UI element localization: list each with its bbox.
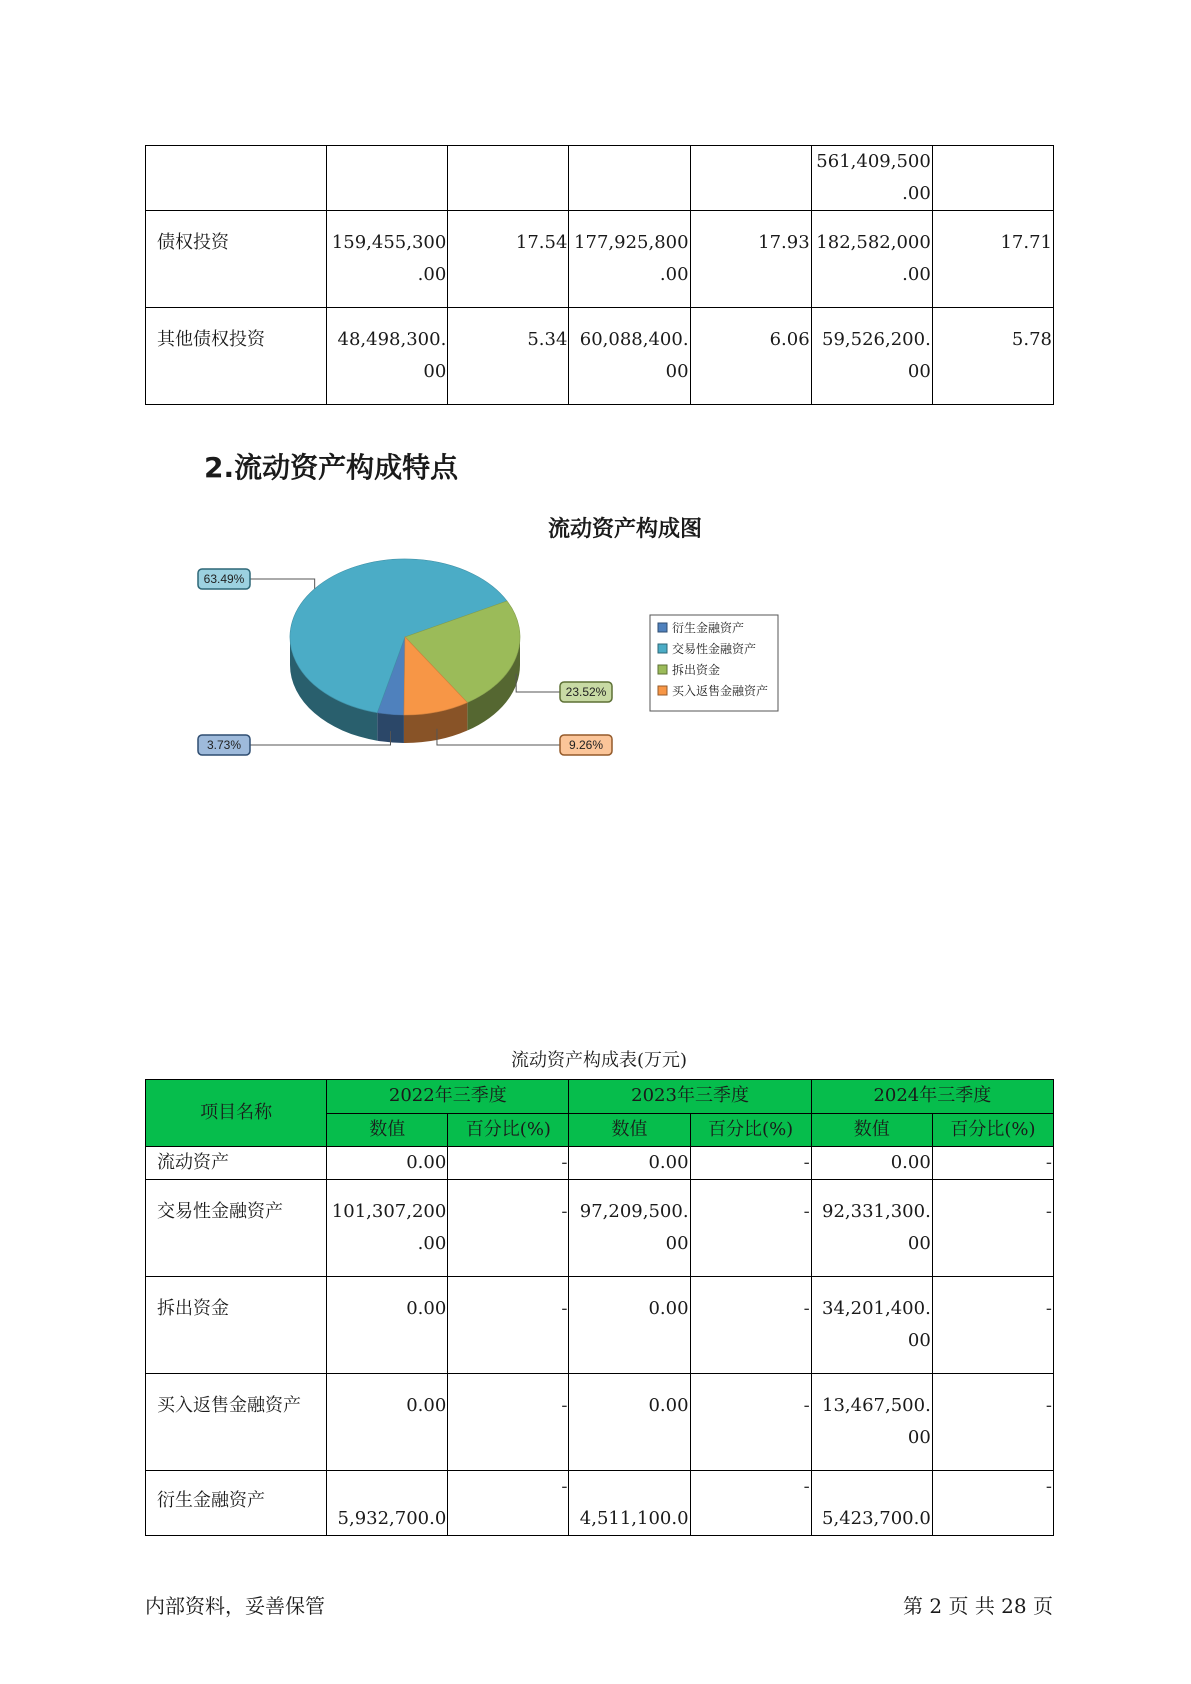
pct-cell [690, 308, 811, 405]
subheader-value: 数值 [811, 1114, 932, 1147]
value-cell [569, 146, 690, 211]
legend-label: 买入返售金融资产 [672, 684, 769, 698]
value-text: 5,932,700.0 [337, 1508, 447, 1529]
value-cell [811, 1147, 932, 1180]
value-text: 561,409,500 .00 [816, 151, 931, 204]
value-text: 159,455,300 .00 [331, 232, 447, 285]
leader-line [516, 674, 560, 692]
section-heading: 2.流动资产构成特点 [204, 451, 459, 484]
value-text: 101,307,200 .00 [331, 1201, 447, 1254]
footer-page-number: 第 2 页 共 28 页 [903, 1594, 1053, 1618]
table-row [146, 1147, 1054, 1180]
value-text: 0.00 [648, 1152, 689, 1173]
table-current-assets [145, 1079, 1054, 1536]
row-label: 衍生金融资产 [157, 1490, 265, 1511]
pct-cell [448, 1180, 569, 1277]
pct-text: - [1045, 1395, 1052, 1416]
value-text: 0.00 [648, 1395, 689, 1416]
table-caption: 流动资产构成表(万元) [510, 1050, 688, 1071]
table-row [146, 1374, 1054, 1471]
row-name-cell [146, 1180, 327, 1277]
table-row [146, 308, 1054, 405]
legend-swatch [658, 644, 667, 653]
pct-cell [690, 1277, 811, 1374]
row-name-cell [146, 1147, 327, 1180]
value-cell [811, 1277, 932, 1374]
value-text: 59,526,200. 00 [822, 329, 931, 382]
row-label: 交易性金融资产 [157, 1201, 283, 1222]
value-cell [327, 1180, 448, 1277]
value-cell [811, 308, 932, 405]
footer-confidential-note: 内部资料，妥善保管 [145, 1594, 325, 1618]
data-label: 3.73% [206, 738, 242, 752]
pct-text: - [803, 1298, 810, 1319]
row-label: 买入返售金融资产 [157, 1395, 301, 1416]
leader-line [250, 579, 315, 589]
chart-legend [650, 615, 778, 711]
value-cell [327, 1374, 448, 1471]
pct-cell [932, 1147, 1053, 1180]
pct-text: - [561, 1298, 568, 1319]
pct-cell [932, 308, 1053, 405]
pct-text: - [803, 1395, 810, 1416]
chart-title: 流动资产构成图 [547, 517, 702, 542]
table-row [146, 1277, 1054, 1374]
header-period: 2024年三季度 [811, 1080, 1053, 1114]
row-name-cell [146, 146, 327, 211]
pct-text: - [803, 1476, 810, 1497]
pct-cell [932, 1180, 1053, 1277]
header-item-name: 项目名称 [146, 1080, 327, 1147]
legend-swatch [658, 665, 667, 674]
value-text: 48,498,300. 00 [337, 329, 447, 382]
value-cell [569, 308, 690, 405]
value-cell [569, 1374, 690, 1471]
header-row [146, 1080, 1054, 1114]
pct-text: - [803, 1201, 810, 1222]
value-cell [811, 1180, 932, 1277]
value-text: 0.00 [648, 1298, 689, 1319]
legend-swatch [658, 686, 667, 695]
row-name-cell [146, 211, 327, 308]
pct-text: 17.71 [1000, 232, 1052, 253]
value-text: 0.00 [890, 1152, 931, 1173]
pct-cell [448, 1471, 569, 1536]
row-name-cell [146, 308, 327, 405]
row-label: 其他债权投资 [157, 329, 265, 350]
legend-label: 拆出资金 [672, 663, 721, 677]
pct-text: - [561, 1152, 568, 1173]
pct-cell [448, 308, 569, 405]
pct-text: 5.34 [527, 329, 568, 350]
data-label: 9.26% [568, 738, 604, 752]
value-cell [569, 1277, 690, 1374]
header-period: 2023年三季度 [569, 1080, 811, 1114]
legend-label: 衍生金融资产 [672, 621, 745, 635]
value-text: 92,331,300. 00 [822, 1201, 931, 1254]
pct-text: 17.93 [758, 232, 810, 253]
pie-chart [190, 515, 890, 835]
subheader-value: 数值 [569, 1114, 690, 1147]
pct-cell [448, 1374, 569, 1471]
pct-text: - [561, 1395, 568, 1416]
table-row [146, 1180, 1054, 1277]
pct-text: 17.54 [515, 232, 568, 253]
value-cell [327, 1147, 448, 1180]
value-cell [811, 211, 932, 308]
data-label: 23.52% [565, 685, 607, 699]
pct-cell [448, 211, 569, 308]
pct-cell [690, 1147, 811, 1180]
value-cell [811, 1374, 932, 1471]
value-text: 60,088,400. 00 [579, 329, 689, 382]
value-text: 177,925,800 .00 [574, 232, 689, 285]
value-text: 0.00 [406, 1298, 447, 1319]
value-text: 182,582,000 .00 [816, 232, 931, 285]
value-cell [569, 211, 690, 308]
pct-cell [448, 1147, 569, 1180]
value-text: 0.00 [406, 1395, 447, 1416]
row-name-cell [146, 1471, 327, 1536]
value-cell [811, 146, 932, 211]
pct-cell [448, 1277, 569, 1374]
subheader-pct: 百分比(%) [690, 1114, 811, 1147]
value-cell [327, 308, 448, 405]
value-text: 13,467,500. 00 [822, 1395, 931, 1448]
value-cell [811, 1471, 932, 1536]
pct-cell [690, 146, 811, 211]
header-period: 2022年三季度 [327, 1080, 569, 1114]
pct-cell [932, 1374, 1053, 1471]
value-cell [569, 1147, 690, 1180]
pct-text: - [561, 1476, 568, 1497]
pct-text: 5.78 [1011, 329, 1052, 350]
value-cell [569, 1471, 690, 1536]
pie-chart-canvas [190, 515, 890, 835]
value-cell [327, 1471, 448, 1536]
value-cell [327, 211, 448, 308]
value-text: 0.00 [406, 1152, 447, 1173]
table-row [146, 1471, 1054, 1536]
value-cell [327, 1277, 448, 1374]
subheader-value: 数值 [327, 1114, 448, 1147]
row-name-cell [146, 1374, 327, 1471]
pct-text: - [803, 1152, 810, 1173]
value-text: 5,423,700.0 [822, 1508, 931, 1529]
row-label: 债权投资 [157, 232, 229, 253]
value-cell [569, 1180, 690, 1277]
pct-text: - [1045, 1152, 1052, 1173]
pct-text: - [1045, 1476, 1052, 1497]
table-asset-composition-continued [145, 145, 1054, 405]
subheader-pct: 百分比(%) [448, 1114, 569, 1147]
pct-cell [932, 1471, 1053, 1536]
pct-cell [690, 211, 811, 308]
value-text: 34,201,400. 00 [822, 1298, 931, 1351]
pct-cell [932, 1277, 1053, 1374]
pct-text: - [561, 1201, 568, 1222]
row-name-cell [146, 1277, 327, 1374]
pct-text: 6.06 [769, 329, 810, 350]
pct-cell [690, 1374, 811, 1471]
legend-swatch [658, 623, 667, 632]
value-cell [327, 146, 448, 211]
pct-text: - [1045, 1298, 1052, 1319]
pct-text: - [1045, 1201, 1052, 1222]
pct-cell [690, 1180, 811, 1277]
pct-cell [690, 1471, 811, 1536]
data-label: 63.49% [203, 572, 245, 586]
pct-cell [448, 146, 569, 211]
row-label: 拆出资金 [157, 1298, 229, 1319]
row-label: 流动资产 [157, 1152, 229, 1173]
value-text: 4,511,100.0 [579, 1508, 689, 1529]
pct-cell [932, 211, 1053, 308]
value-text: 97,209,500. 00 [579, 1201, 689, 1254]
table-row [146, 146, 1054, 211]
pct-cell [932, 146, 1053, 211]
legend-label: 交易性金融资产 [672, 642, 757, 656]
table-row [146, 211, 1054, 308]
subheader-pct: 百分比(%) [932, 1114, 1053, 1147]
